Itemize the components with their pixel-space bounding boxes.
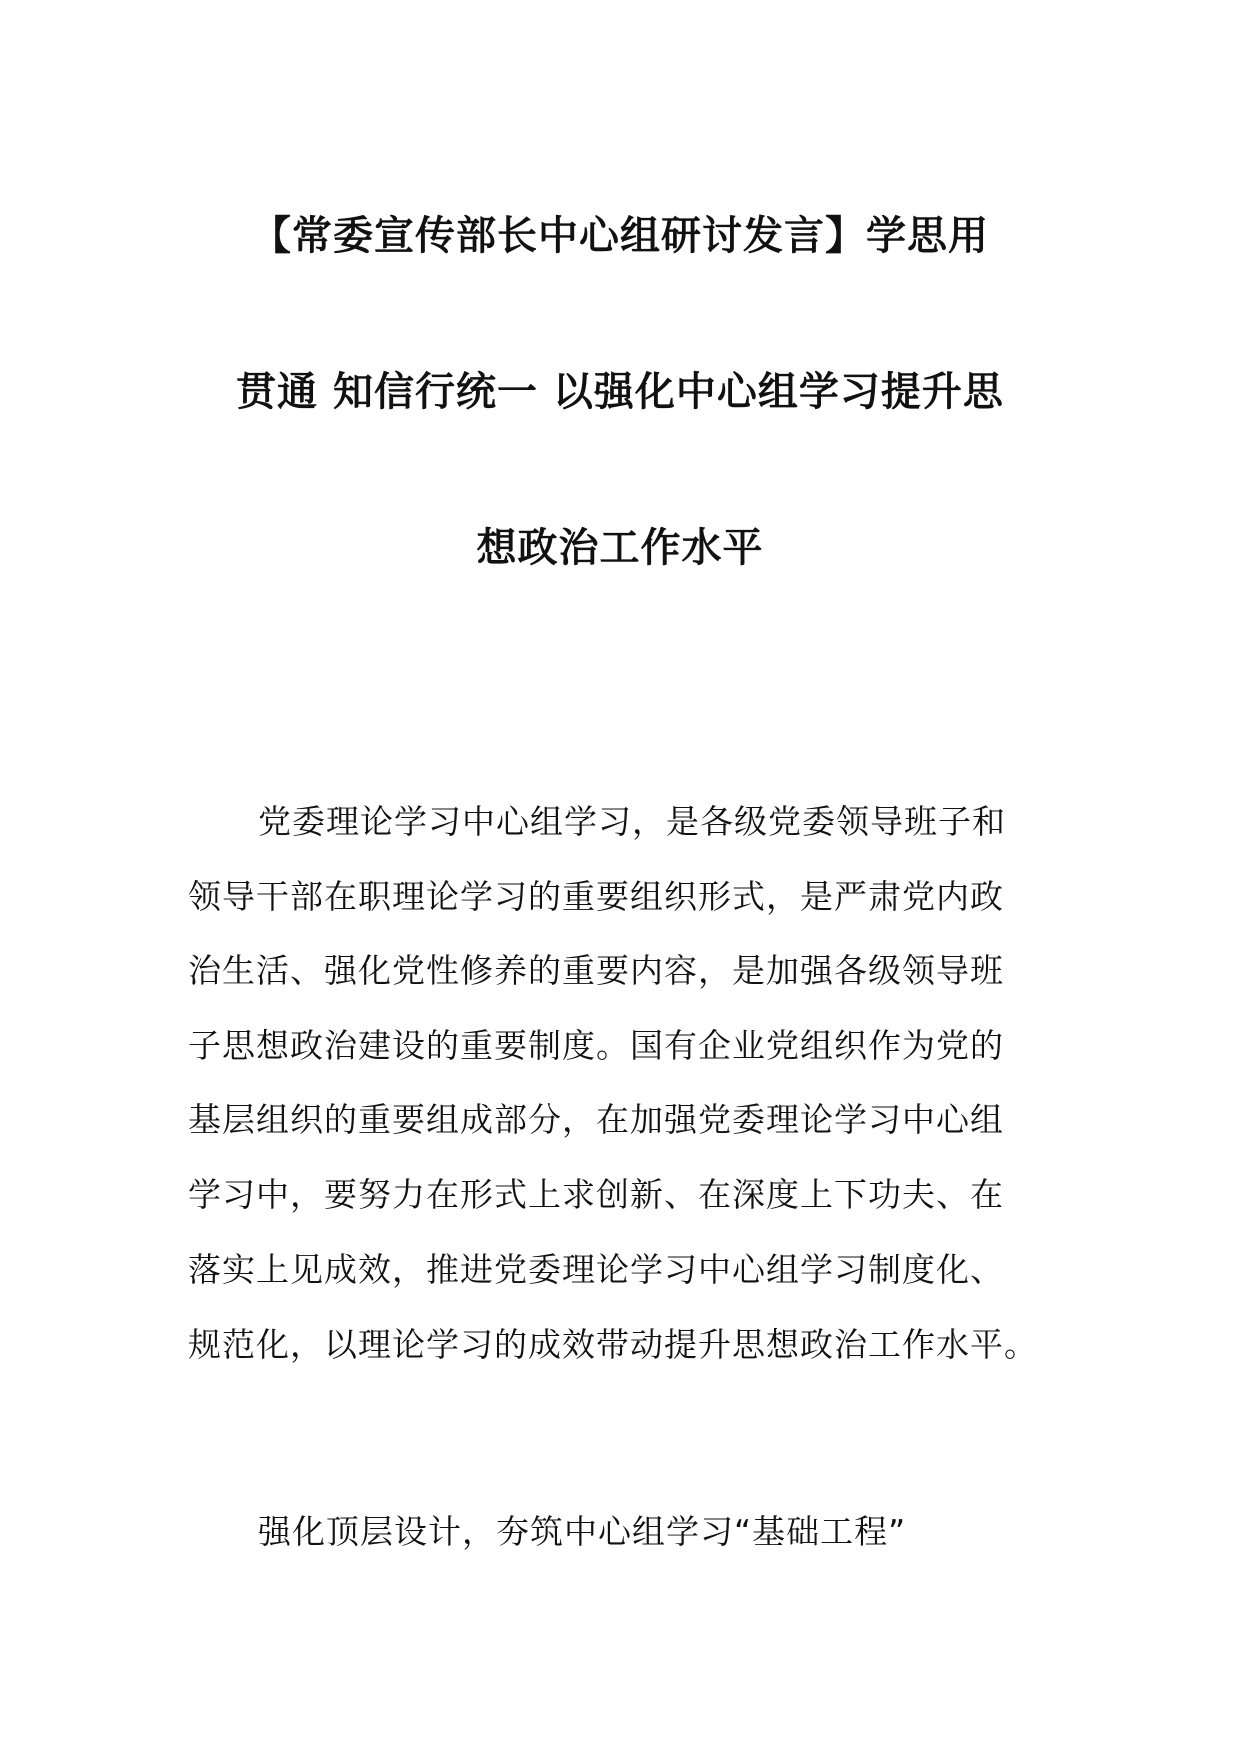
document-title-line-3: 想政治工作水平 <box>476 525 764 571</box>
section-heading: 强化顶层设计，夯筑中心组学习“基础工程” <box>258 1512 907 1551</box>
document-title-line-1: 【常委宣传部长中心组研讨发言】学思用 <box>251 213 989 259</box>
paragraph-line-1: 党委理论学习中心组学习，是各级党委领导班子和 <box>258 802 1006 841</box>
paragraph-line-7: 落实上见成效，推进党委理论学习中心组学习制度化、 <box>188 1250 1004 1289</box>
paragraph-line-4: 子思想政治建设的重要制度。国有企业党组织作为党的 <box>188 1026 1004 1065</box>
paragraph-line-8: 规范化，以理论学习的成效带动提升思想政治工作水平。 <box>188 1325 1038 1364</box>
paragraph-line-5: 基层组织的重要组成部分，在加强党委理论学习中心组 <box>188 1100 1004 1139</box>
paragraph-line-6: 学习中，要努力在形式上求创新、在深度上下功夫、在 <box>188 1175 1004 1214</box>
paragraph-line-3: 治生活、强化党性修养的重要内容，是加强各级领导班 <box>188 951 1004 990</box>
paragraph-line-2: 领导干部在职理论学习的重要组织形式，是严肃党内政 <box>188 877 1004 916</box>
document-title-line-2: 贯通 知信行统一 以强化中心组学习提升思 <box>236 369 1004 415</box>
